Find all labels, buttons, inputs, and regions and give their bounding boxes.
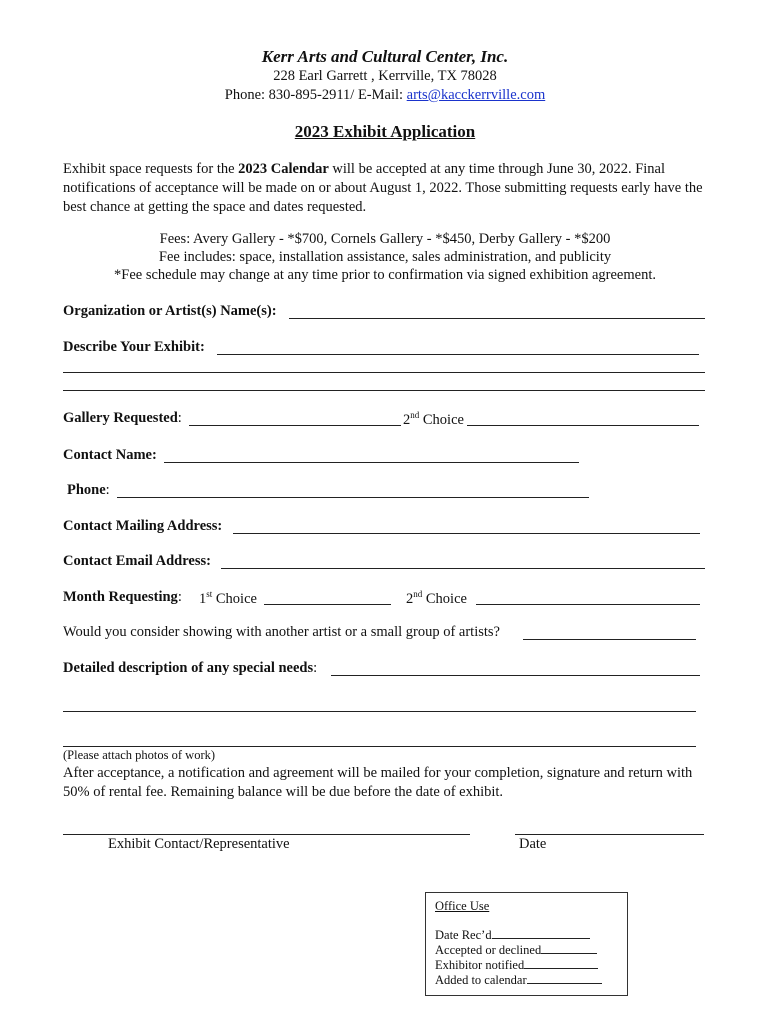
gallery-second-choice-label [403,410,464,429]
org-contact-line [0,87,770,104]
org-name: Kerr Arts and Cultural Center, Inc. [261,47,509,66]
gallery-colon: : [177,410,182,426]
email-link[interactable]: arts@kacckerrville.com [406,87,546,103]
intro-paragraph [63,160,713,217]
email-address-field[interactable] [221,568,705,569]
month-colon: : [177,589,182,605]
office-notified-field[interactable] [524,958,598,969]
office-accepted [435,943,597,958]
describe-field-line-1[interactable] [217,354,699,355]
org-address: 228 Earl Garrett , Kerrville, TX 78028 [273,68,497,84]
org-name-label: Organization or Artist(s) Name(s): [63,303,277,319]
date-signature-field[interactable] [515,834,704,835]
representative-label: Exhibit Contact/Representative [108,836,290,852]
intro-text-2: will be accepted at any time through June 30, 2022. Final notifications of acceptance will be made on or about August 1, 2022. Those submitting requests early have the best chance at getting the space and dates requested. [63,161,703,215]
month-second-word: Choice [422,590,467,607]
special-needs-colon: : [313,660,318,676]
office-accepted-field[interactable] [541,943,597,954]
month-first-choice-label [199,589,257,608]
special-needs-label: Detailed description of any special needs [63,660,314,676]
second-choice-word: Choice [419,411,464,428]
gallery-label: Gallery Requested [63,410,178,426]
gallery-label-wrap [63,410,182,427]
first-choice-word: Choice [212,590,257,607]
phone-colon: : [105,482,110,498]
office-accepted-label: Accepted or declined [435,943,542,957]
month-second-choice-label [406,589,467,608]
special-needs-field-3[interactable] [63,746,696,747]
phone-label-wrap [67,482,110,499]
special-needs-label-wrap [63,660,317,677]
office-use-title: Office Use [435,899,490,913]
fees-line: Fees: Avery Gallery - *$700, Cornels Gallery - *$450, Derby Gallery - *$200 [159,231,611,247]
after-acceptance-paragraph: After acceptance, a notification and agreement will be mailed for your completion, signature and return with 50% of rental fee. Remaining balance will be due before the date of exhibit. [63,765,693,800]
photos-note: (Please attach photos of work) [63,748,216,762]
page-title: 2023 Exhibit Application [294,122,476,141]
group-question: Would you consider showing with another artist or a small group of artists? [63,624,500,640]
gallery-second-choice-field[interactable] [467,425,699,426]
phone-field[interactable] [117,497,589,498]
describe-label: Describe Your Exhibit: [63,339,205,355]
email-address-label: Contact Email Address: [63,553,211,569]
special-needs-field-1[interactable] [331,675,700,676]
describe-field-line-2[interactable] [63,372,705,373]
office-calendar-label: Added to calendar [435,973,527,987]
phone-label: Phone [67,482,106,498]
month-first-choice-field[interactable] [264,604,391,605]
office-date-recd-field[interactable] [492,928,590,939]
second-choice-num: 2 [403,411,411,428]
date-label: Date [519,836,547,852]
office-notified [435,958,598,973]
gallery-first-choice-field[interactable] [189,425,401,426]
phone-text: Phone: 830-895-2911/ E-Mail: [224,87,407,103]
fee-includes-line: Fee includes: space, installation assistance, sales administration, and publicity [158,249,612,265]
second-choice-sup: nd [410,410,420,420]
office-use-box [425,892,628,996]
contact-name-label: Contact Name: [63,447,157,463]
org-name-field[interactable] [289,318,705,319]
office-notified-label: Exhibitor notified [435,958,525,972]
representative-signature-field[interactable] [63,834,470,835]
fee-schedule-note: *Fee schedule may change at any time prior to confirmation via signed exhibition agreement. [114,267,656,283]
office-date-recd [435,928,590,943]
month-second-choice-field[interactable] [476,604,700,605]
month-second-num: 2 [406,590,414,607]
intro-text-1: Exhibit space requests for the [63,161,239,177]
special-needs-field-2[interactable] [63,711,696,712]
contact-name-field[interactable] [164,462,579,463]
group-answer-field[interactable] [523,639,696,640]
describe-field-line-3[interactable] [63,390,705,391]
month-label: Month Requesting [63,589,178,605]
month-second-sup: nd [413,589,423,599]
intro-bold: 2023 Calendar [238,161,329,177]
first-choice-num: 1 [199,590,207,607]
office-calendar-field[interactable] [527,973,602,984]
office-calendar [435,973,602,988]
month-label-wrap [63,589,182,606]
office-date-recd-label: Date Rec’d [435,928,492,942]
first-choice-sup: st [206,589,213,599]
mailing-address-label: Contact Mailing Address: [63,518,223,534]
mailing-address-field[interactable] [233,533,700,534]
